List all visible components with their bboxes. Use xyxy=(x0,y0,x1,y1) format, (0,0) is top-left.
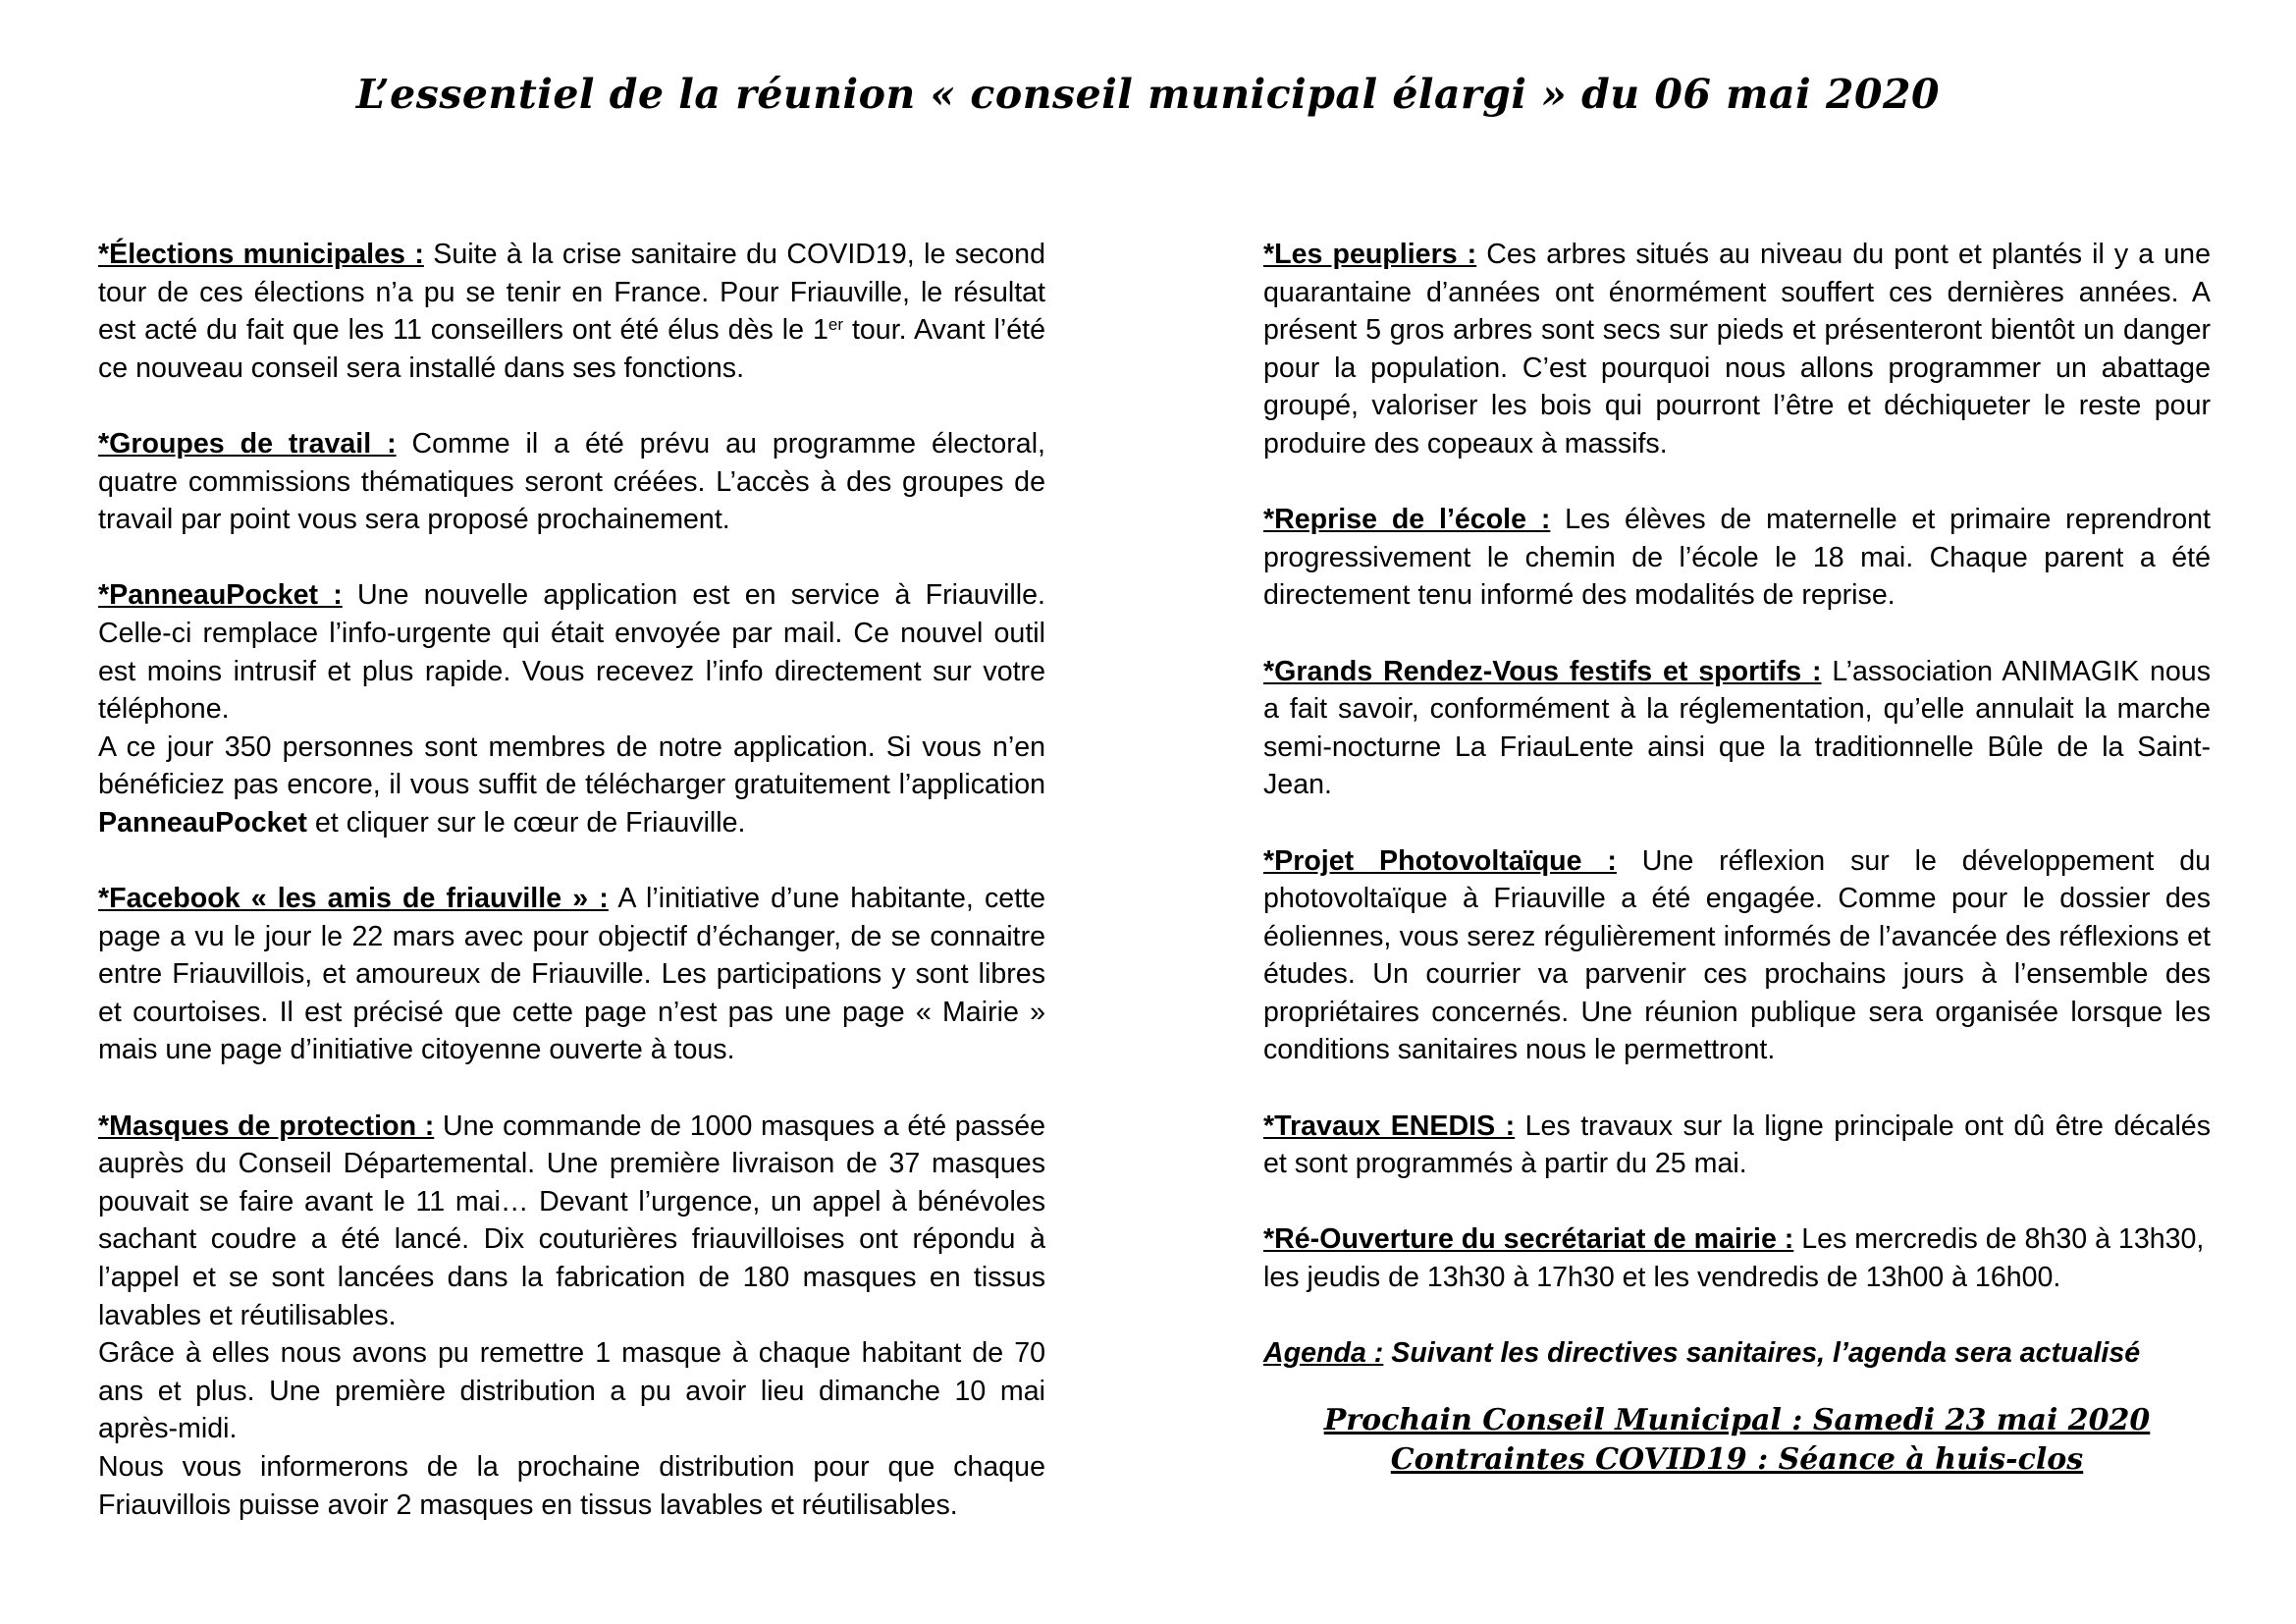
section-text: Ces arbres situés au niveau du pont et plantés il y a une quarantaine d’années ont énormément souffert ces dernières années. A présent 5 gros arbres sont secs sur pieds et présenteront bientôt un danger pour la population. C’est pourquoi nous allons programmer un abattage groupé, valoriser les bois qui pourront l’être et déchiqueter le reste pour produire des copeaux à massifs. xyxy=(1263,239,2211,460)
section-heading: *Les peupliers : xyxy=(1263,239,1477,270)
section-text: Les mercredis de 8h30 à 13h30, xyxy=(1793,1223,2205,1256)
section-heading: *Facebook « les amis de friauville » : xyxy=(98,883,609,915)
section-agenda xyxy=(1263,1334,2211,1373)
section-rendez-vous xyxy=(1263,653,2211,804)
section-text: les jeudis de 13h30 à 17h30 et les vendredis de 13h00 à 16h00. xyxy=(1263,1262,2061,1294)
section-peupliers xyxy=(1263,236,2211,463)
next-council-line: Prochain Conseil Municipal : Samedi 23 mai 2020 xyxy=(1323,1403,2151,1437)
section-text: tour. Avant l’été ce nouveau conseil sera installé dans ses fonctions. xyxy=(98,314,1045,384)
section-masques xyxy=(98,1108,1045,1525)
section-text: Suivant les directives sanitaires, l’agenda sera actualisé xyxy=(1383,1337,2141,1370)
section-text: A l’initiative d’une habitante, cette page a vu le jour le 22 mars avec pour objectif d’échanger, de se connaitre entre Friauvillois, et amoureux de Friauville. Les participations y sont libres et courtoises. Il est précisé que cette page n’est pas une page « Mairie » mais une page d’initiative citoyenne ouverte à tous. xyxy=(98,883,1045,1066)
section-heading: *Travaux ENEDIS : xyxy=(1263,1110,1516,1142)
section-text: Grâce à elles nous avons pu remettre 1 masque à chaque habitant de 70 ans et plus. Une première distribution a pu avoir lieu dimanche 10 mai après-midi. xyxy=(98,1337,1045,1445)
left-column xyxy=(98,236,1045,1562)
section-text: Nous vous informerons de la prochaine distribution pour que chaque Friauvillois puisse avoir 2 masques en tissus lavables et réutilisables. xyxy=(98,1451,1045,1521)
section-groupes xyxy=(98,425,1045,539)
section-text: Comme il a été prévu au programme électoral, quatre commissions thématiques seront créées. L’accès à des groupes de travail par point vous sera proposé prochainement. xyxy=(98,427,1045,536)
section-panneaupocket xyxy=(98,576,1045,841)
section-heading: *Ré-Ouverture du secrétariat de mairie : xyxy=(1263,1223,1794,1256)
section-text: Suite à la crise sanitaire du COVID19, le second tour de ces élections n’a pu se tenir en France. Pour Friauville, le résultat est acté du fait que les 11 conseillers ont été élus dès le 1 xyxy=(98,239,1045,347)
covid-constraint-line: Contraintes COVID19 : Séance à huis-clos xyxy=(1390,1442,2084,1477)
page-title: L’essentiel de la réunion « conseil municipal élargi » du 06 mai 2020 xyxy=(355,71,1941,118)
superscript: er xyxy=(828,315,843,335)
footer-notice xyxy=(1263,1401,2211,1480)
section-enedis xyxy=(1263,1108,2211,1183)
section-heading: Agenda : xyxy=(1263,1337,1384,1370)
section-text: Une réflexion sur le développement du photovoltaïque à Friauville a été engagée. Comme pour le dossier des éoliennes, vous serez régulièrement informés de l’avancée des réflexions et études. Un courrier va parvenir ces prochains jours à l’ensemble des propriétaires concernés. Une réunion publique sera organisée lorsque les conditions sanitaires nous le permettront. xyxy=(1263,844,2211,1066)
section-text: A ce jour 350 personnes sont membres de notre application. Si vous n’en bénéficiez pas encore, il vous suffit de télécharger gratuitement l’application xyxy=(98,731,1045,801)
section-heading: *Groupes de travail : xyxy=(98,427,397,460)
section-ecole xyxy=(1263,501,2211,615)
section-heading: *Élections municipales : xyxy=(98,239,424,270)
section-elections xyxy=(98,236,1045,387)
section-text: L’association ANIMAGIK nous a fait savoir, conformément à la réglementation, qu’elle annulait la marche semi-nocturne La FriauLente ainsi que la traditionnelle Bûle de la Saint-Jean. xyxy=(1263,655,2211,801)
section-secretariat xyxy=(1263,1220,2211,1296)
section-text: et cliquer sur le cœur de Friauville. xyxy=(306,806,746,839)
section-heading: *Reprise de l’école : xyxy=(1263,504,1551,536)
section-heading: *PanneauPocket : xyxy=(98,579,343,612)
right-column xyxy=(1263,236,2211,1410)
section-text: Une nouvelle application est en service à Friauville. Celle-ci remplace l’info-urgente qui était envoyée par mail. Ce nouvel outil est moins intrusif et plus rapide. Vous recevez l’info directement sur votre téléphone. xyxy=(98,579,1045,726)
section-heading: *Grands Rendez-Vous festifs et sportifs : xyxy=(1263,655,1822,687)
section-facebook xyxy=(98,880,1045,1069)
section-text: Une commande de 1000 masques a été passée auprès du Conseil Départemental. Une première livraison de 37 masques pouvait se faire avant le 11 mai… Devant l’urgence, un appel à bénévoles sachant coudre a été lancé. Dix couturières friauvilloises ont répondu à l’appel et se sont lancées dans la fabrication de 180 masques en tissus lavables et réutilisables. xyxy=(98,1110,1045,1331)
app-name: PanneauPocket xyxy=(98,806,307,839)
section-heading: *Projet Photovoltaïque : xyxy=(1263,844,1617,877)
section-heading: *Masques de protection : xyxy=(98,1110,435,1142)
section-photovoltaique xyxy=(1263,842,2211,1070)
section-text: Les élèves de maternelle et primaire reprendront progressivement le chemin de l’école le 18 mai. Chaque parent a été directement tenu informé des modalités de reprise. xyxy=(1263,504,2211,612)
section-text: Les travaux sur la ligne principale ont dû être décalés et sont programmés à partir du 25 mai. xyxy=(1263,1110,2211,1180)
